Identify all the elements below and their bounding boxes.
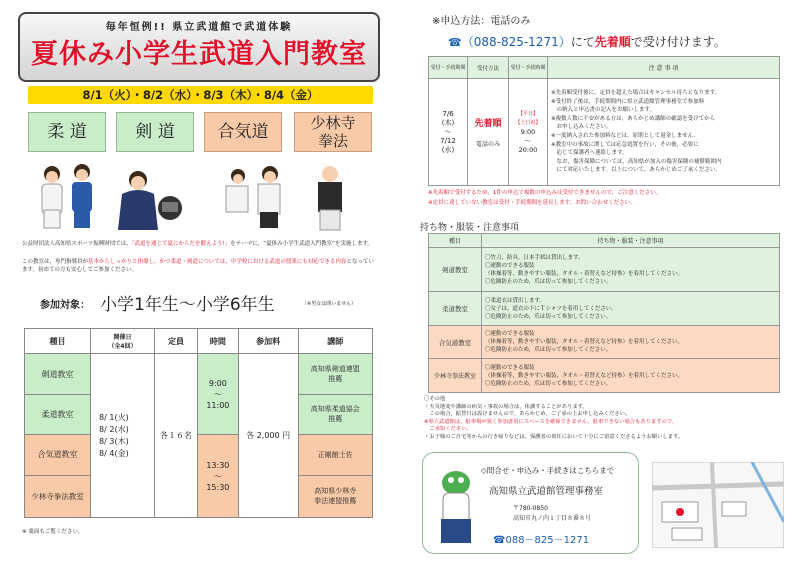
target-label: 参加対象： (40, 300, 90, 311)
items-kendo: 剣道教室 (429, 248, 482, 292)
red-note-1: ※先着順で受付するため，1件の申込で複数の申込みは受付できませんので，ご注意ください。 (428, 190, 662, 196)
th-capacity: 定員 (154, 329, 197, 354)
contact-phone: ☎088－825－1271 (493, 535, 590, 546)
th-time: 時間 (197, 329, 238, 354)
phone-line (448, 33, 726, 50)
intro-1c: をテーマに，“夏休み小学生武道入門教室”を実施します。 (230, 241, 374, 247)
red-note-2: ※定員に達していない教室は受付・手続期間を延長します。お問い合わせください。 (428, 200, 636, 206)
apply-notes: ※先着順受付後に，定員を超えた場合はキャンセル待ちとなります。 ※受付終了後は，手続期間内に県立武道館管理事務室で参加料 の納入と申込書の記入をお願いします。 ※複数人数に不安がある方は，あらかじめ講師の確認を受けてから お申し込みください。 ※一度納入された参加料などは，原則として返金しません。 ※教室中の事故に関しては応急処置を行い，その後，必要に 応じて保護者へ連絡します。 なお，傷害保険については，高知県が加入の傷害保険の補償範囲内 にて対応いたします。以上について，あらかじめご了承ください。 (548, 79, 780, 186)
shorinji-line2: 拳法 (317, 132, 348, 150)
phone-number: （088-825-1271） (461, 35, 571, 49)
martial-art-shorinji (294, 112, 372, 152)
martial-art-judo: 柔 道 (28, 112, 106, 152)
location-map (652, 462, 784, 548)
items-kendo-lines: 〇竹刀，防具，日本手拭は貸出します。 〇運動のできる服装 （体操着等，動きやすい服装，タオル・着替えなど持参）を着用してください。 〇危険防止のため，爪は切って参加してください。 (482, 248, 780, 292)
items-aikido: 合気道教室 (429, 325, 482, 359)
time-pm: 13:30 〜 15:30 (197, 435, 238, 518)
mascot-icon (431, 465, 481, 547)
th-fee: 参加料 (238, 329, 298, 354)
other-notes: 〇その他 ・天災地変や講師の病気・事故の場合は，休講することがあります。 この場合，振替日は設けませんので，あらかじめ，ご了承の上お申し込みください。 ※県立武道館は，駐車場が狭く参加者用にスペースを確保できません。駐車できない場合もありますので， ご承知ください。 ・お子様のご自宅等からの行き帰りなどは，保護者の責任において十分にご留意くださるようお願いします。 (424, 396, 684, 440)
intro-1a: 公益財団法人高知県スポーツ振興財団では， (22, 241, 132, 247)
banner-title: 夏休み小学生武道入門教室 (31, 39, 367, 70)
intro-paragraph-2 (22, 258, 378, 274)
instructor-judo: 高知県柔道協会 推薦 (298, 394, 372, 434)
instructor-aikido: 正剛館土佐 (298, 435, 372, 475)
martial-art-kendo: 剣 道 (116, 112, 194, 152)
kendo-figure (118, 171, 182, 230)
event-kendo: 剣道教室 (25, 354, 91, 394)
phone-icon: ☎ (448, 36, 462, 49)
map-marker-icon (676, 508, 684, 516)
apply-h4: 注 意 事 項 (548, 57, 780, 79)
capacity-cell: 各１６名 (154, 354, 197, 518)
apply-method: ※申込方法：電話のみ (432, 16, 531, 27)
items-title: 持ち物・服装・注意事項 (420, 223, 520, 233)
contact-name: 高知県立武道館管理事務室 (489, 486, 604, 497)
shorinji-figure (318, 166, 342, 230)
fee-cell: 各 2,000 円 (238, 354, 298, 518)
intro-2a: この教室は，専門指導員が (22, 259, 89, 265)
th-date: 開催日 （全4回） (91, 329, 155, 354)
phone-line-d: で受け付けます。 (630, 35, 726, 49)
shorinji-line1: 少林寺 (310, 114, 356, 132)
intro-paragraph-1 (22, 240, 378, 248)
items-shorinji: 少林寺拳法教室 (429, 359, 482, 393)
event-shorinji: 少林寺拳法教室 (25, 475, 91, 518)
apply-period: 7/6 (木) 〜 7/12 (水) (429, 79, 468, 186)
aikido-figure (226, 166, 280, 228)
items-table (428, 233, 780, 393)
phone-first-come: 先着順 (594, 35, 631, 49)
intro-2b: 基本からしっかりと指導し，かつ柔道・剣道については，中学校における武道の授業にも対応できる内容 (88, 259, 347, 265)
event-dates: 8/1（火）・8/2（水）・8/3（木）・8/4（金） (28, 86, 373, 104)
items-judo: 柔道教室 (429, 292, 482, 326)
intro-1b: 「武道を通じて夏にからだを鍛えよう!」 (131, 241, 231, 247)
event-aikido: 合気道教室 (25, 435, 91, 475)
phone-line-b: にて (570, 35, 595, 49)
martial-arts-illustration (30, 160, 375, 236)
apply-h1: 受付・手続期間 (429, 57, 468, 79)
apply-h2: 受付方法 (468, 57, 509, 79)
event-judo: 柔道教室 (25, 394, 91, 434)
items-shorinji-lines: 〇運動のできる服装 （体操着等，動きやすい服装，タオル・着替えなど持参）を着用してください。 〇危険防止のため，爪は切って参加してください。 (482, 359, 780, 393)
apply-method-cell: 先着順 電話のみ (468, 79, 509, 186)
items-judo-lines: 〇柔道衣は貸出します。 〇女子は，道衣の下にＴシャツを着用してください。 〇危険防止のため，爪は切って参加してください。 (482, 292, 780, 326)
contact-box (422, 452, 639, 554)
apply-h3: 受付・手続時間 (509, 57, 548, 79)
items-h1: 種目 (429, 234, 482, 248)
martial-art-aikido: 合気道 (204, 112, 282, 152)
contact-phone-icon: ☎ (493, 535, 506, 546)
contact-title: ◇問合せ・申込み・手続きはこちらまで (481, 466, 615, 475)
items-h2: 持ち物・服装・注意事項 (482, 234, 780, 248)
apply-table (428, 56, 780, 186)
apply-hours: 【平日】 【土日祝】 9:00 〜 20:00 (509, 79, 548, 186)
items-aikido-lines: 〇運動のできる服装 （体操着等，動きやすい服装，タオル・着替えなど持参）を着用してください。 〇危険防止のため，爪は切って参加してください。 (482, 325, 780, 359)
target-value: 小学1年生〜小学6年生 (100, 295, 275, 315)
th-event: 種目 (25, 329, 91, 354)
th-instructor: 講師 (298, 329, 372, 354)
schedule-table (24, 328, 373, 518)
footnote: ※ 裏面もご覧ください。 (22, 529, 84, 535)
contact-zip: 〒780-0850 (513, 505, 548, 512)
title-banner (18, 12, 380, 82)
judo-children-figure (42, 164, 92, 228)
contact-address: 高知市丸ノ内１丁目８番８号 (513, 515, 592, 522)
instructor-kendo: 高知県剣道連盟 推薦 (298, 354, 372, 394)
intro-2c: となっています。初めての方も安心してご参加ください。 (22, 259, 374, 273)
banner-subtitle: 毎年恒例!! 県立武道館で武道体験 (105, 22, 293, 33)
instructor-shorinji: 高知県少林寺 拳法連盟推薦 (298, 475, 372, 518)
time-am: 9:00 〜 11:00 (197, 354, 238, 435)
target-note: （※男女は問いません） (302, 301, 357, 307)
date-cell: 8/ 1(火) 8/ 2(水) 8/ 3(木) 8/ 4(金) (91, 354, 155, 518)
